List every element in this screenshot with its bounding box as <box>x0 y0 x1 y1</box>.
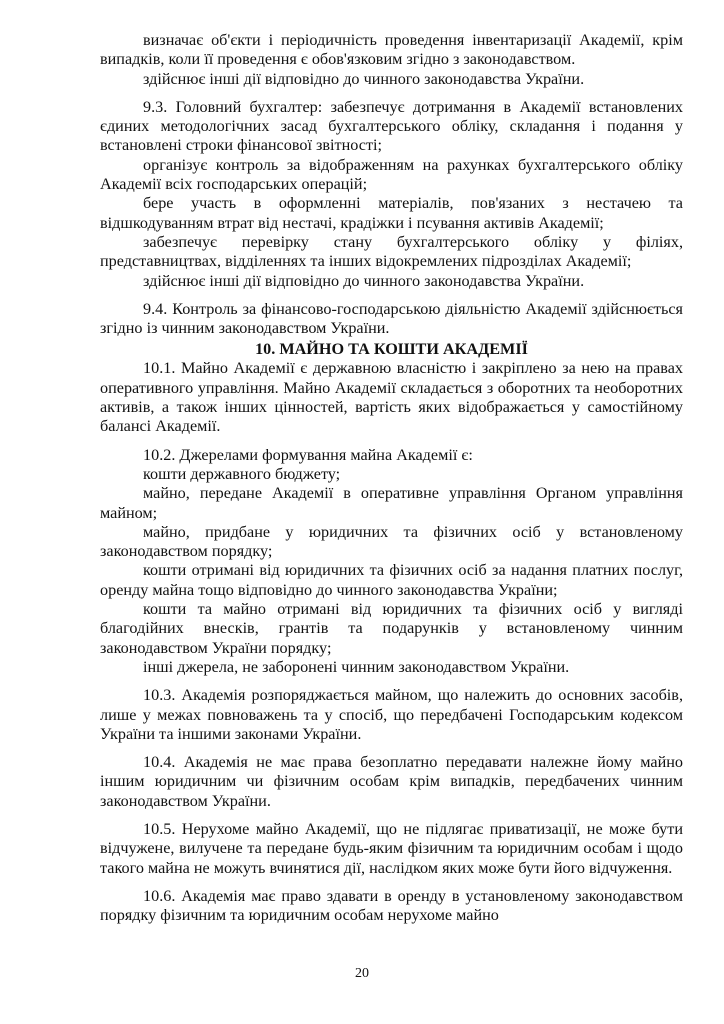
paragraph-10-6: 10.6. Академія має право здавати в оренду в установленому законодавством порядку фізичним та юридичним особам нерухоме майно <box>100 886 683 925</box>
paragraph-9-4: 9.4. Контроль за фінансово-господарською діяльністю Академії здійснюється згідно із чинним законодавством України. <box>100 299 683 338</box>
section-heading-number: 10 <box>255 340 272 359</box>
section-heading-title: . МАЙНО ТА КОШТИ АКАДЕМІЇ <box>271 340 528 359</box>
paragraph-10-1: 10.1. Майно Академії є державною власністю і закріплено за нею на правах оперативного управління. Майно Академії складається з оборотних та необоротних активів, а також інших цінностей, вартість яких відображається у самостійному балансі Академії. <box>100 359 683 436</box>
section-heading <box>100 339 683 359</box>
paragraph-10-4: 10.4. Академія не має права безоплатно передавати належне йому майно іншим юридичним чи фізичним особам крім випадків, передбачених чинним законодавством України. <box>100 753 683 810</box>
paragraph-10-3: 10.3. Академія розпоряджається майном, що належить до основних засобів, лише у межах повноважень та у спосіб, що передбачені Господарським кодексом України та іншими законами України. <box>100 686 683 743</box>
paragraph-9-3-item-3: забезпечує перевірку стану бухгалтерського обліку у філіях, представництвах, відділеннях та інших відокремлених підрозділах Академії; <box>100 232 683 271</box>
page-number: 20 <box>355 966 369 981</box>
paragraph-10-2-item-6: інші джерела, не заборонені чинним законодавством України. <box>143 657 570 676</box>
paragraph-10-2-item-1: кошти державного бюджету; <box>143 464 341 483</box>
paragraph-10-2-item-4: кошти отримані від юридичних та фізичних осіб за надання платних послуг, оренду майна тощо відповідно до чинного законодавства України; <box>100 561 683 599</box>
paragraph-10-2-item-2: майно, передане Академії в оперативне управління Органом управління майном; <box>100 484 683 522</box>
paragraph-10-2-item-5: кошти та майно отримані від юридичних та фізичних осіб у вигляді благодійних внесків, грантів та подарунків у встановленому чинним законодавством України порядку; <box>100 600 683 657</box>
paragraph-9-3-item-4: здійснює інші дії відповідно до чинного законодавства України. <box>143 271 585 290</box>
paragraph-10-2-item-3: майно, придбане у юридичних та фізичних осіб у встановленому законодавством порядку; <box>100 522 683 561</box>
document-page <box>100 31 683 925</box>
paragraph-9-2-a: визначає об'єкти і періодичність проведення інвентаризації Академії, крім випадків, коли її проведення є обов'язковим згідно з законодавством. <box>100 31 683 69</box>
paragraph-9-3-item-2: бере участь в оформленні матеріалів, пов'язаних з нестачею та відшкодуванням втрат від нестачі, крадіжки і псування активів Академії; <box>100 194 683 232</box>
paragraph-9-2-b: здійснює інші дії відповідно до чинного законодавства України. <box>143 69 585 88</box>
paragraph-9-3: 9.3. Головний бухгалтер: забезпечує дотримання в Академії встановлених єдиних методологічних засад бухгалтерського обліку, складання і подання у встановлені строки фінансової звітності; <box>100 97 683 155</box>
paragraph-9-3-item-1: організує контроль за відображенням на рахунках бухгалтерського обліку Академії всіх господарських операцій; <box>100 155 683 194</box>
paragraph-10-5: 10.5. Нерухоме майно Академії, що не підлягає приватизації, не може бути відчужене, вилучене та передане будь-яким фізичним та юридичним особам і щодо такого майна не можуть вчинятися дії, наслідком яких може бути його відчуження. <box>100 819 683 877</box>
paragraph-10-2: 10.2. Джерелами формування майна Академії є: <box>143 445 473 464</box>
